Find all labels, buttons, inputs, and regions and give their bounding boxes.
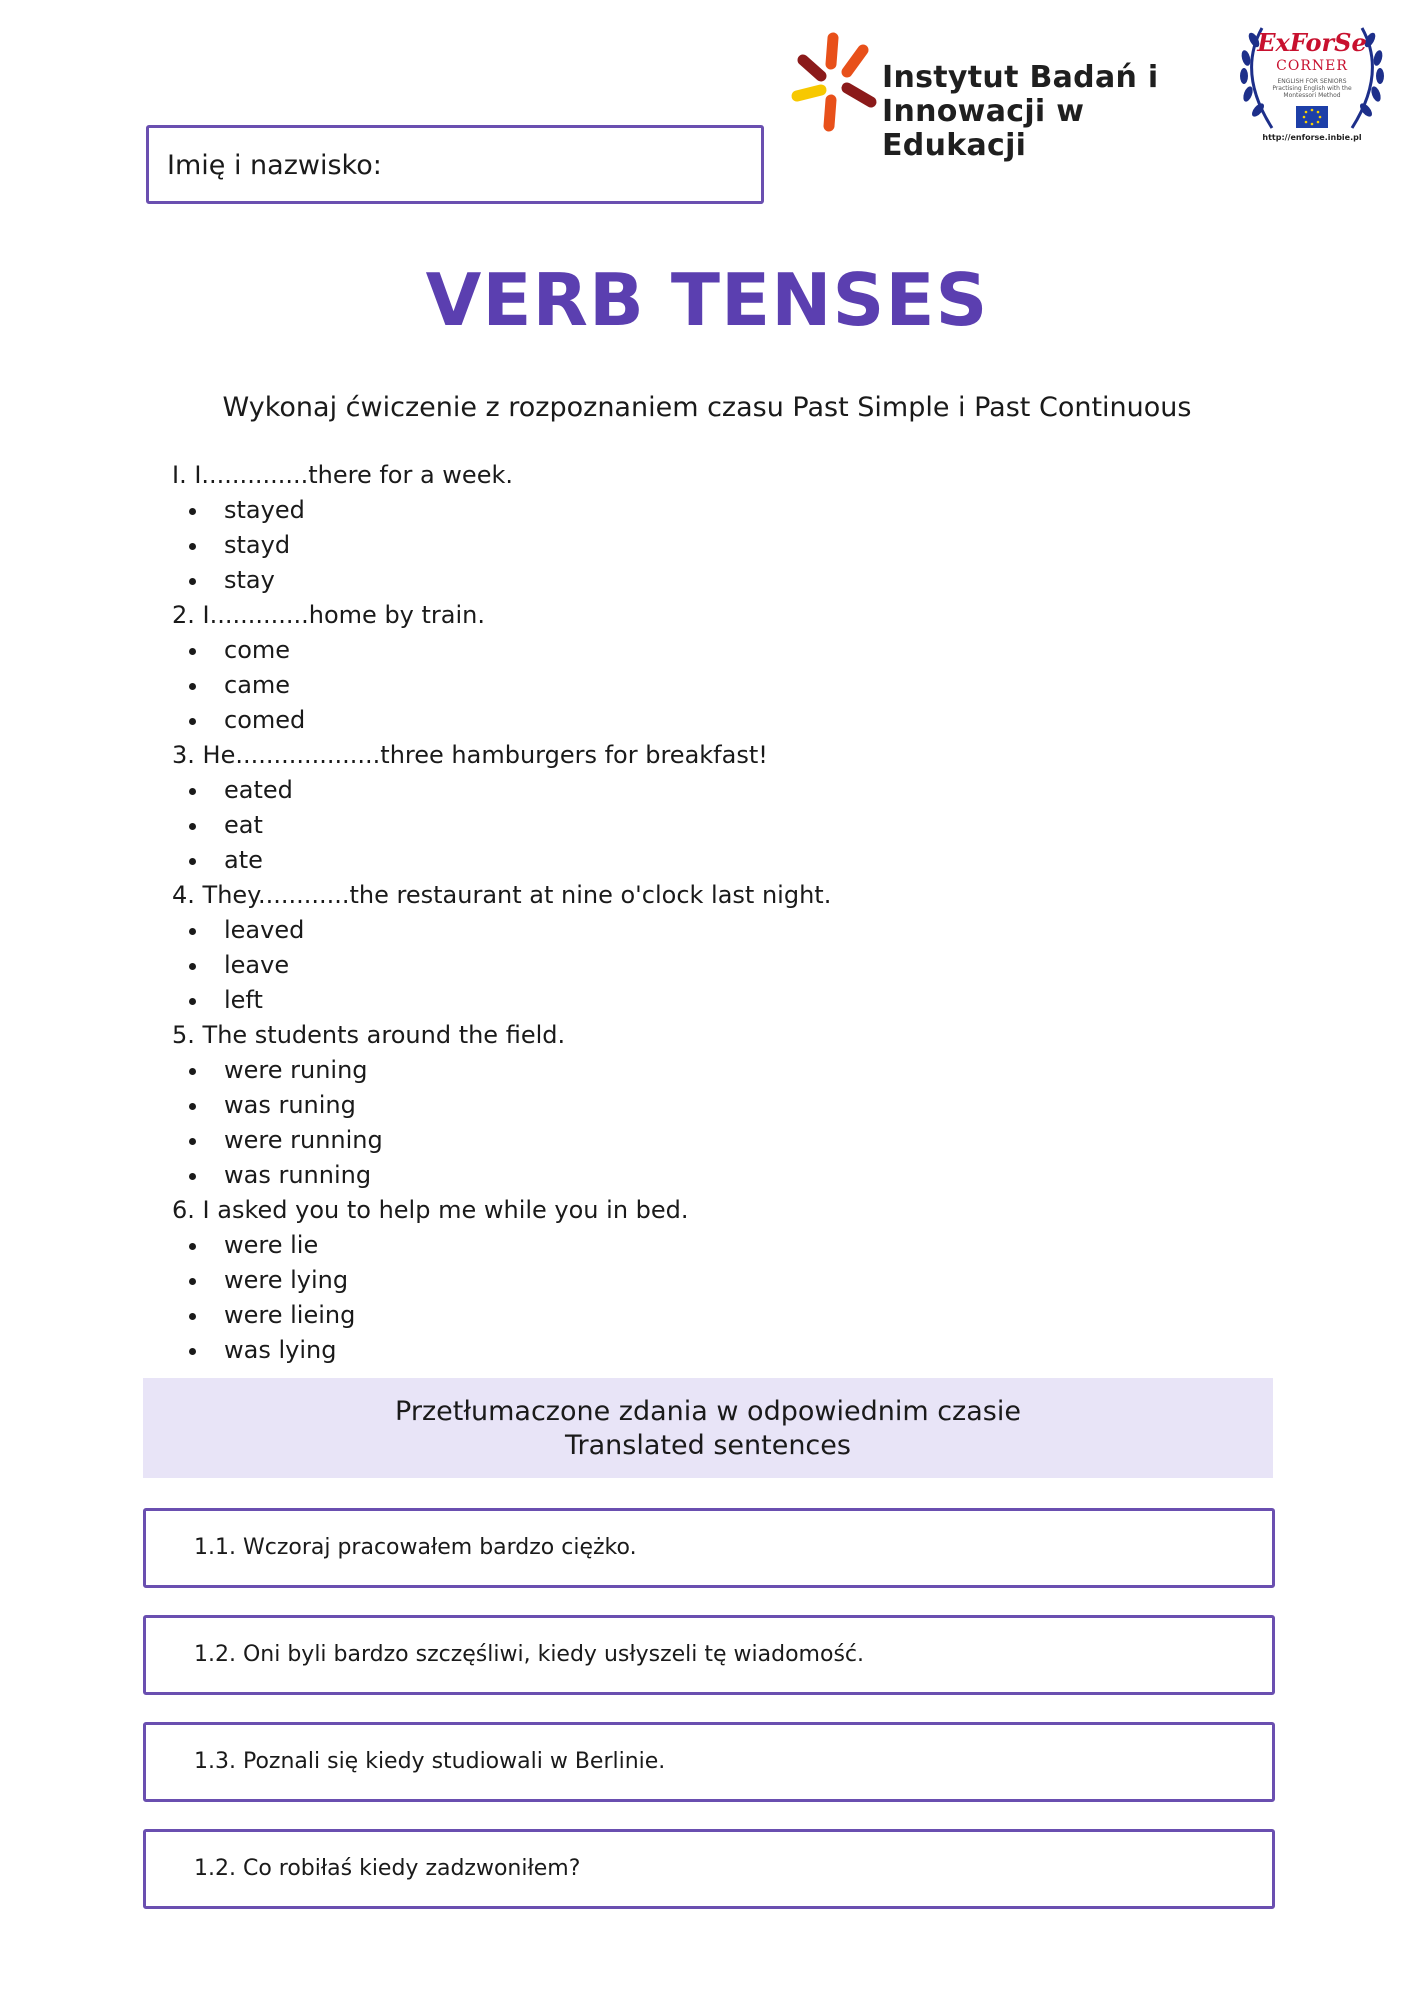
page-title: VERB TENSES (425, 258, 989, 342)
answer-option-label: eat (224, 811, 263, 839)
answer-option-label: were running (224, 1126, 383, 1154)
answer-option-label: were lie (224, 1231, 319, 1259)
answer-option[interactable] (172, 1123, 1072, 1158)
bullet-icon (189, 1313, 196, 1320)
bullet-icon (189, 1068, 196, 1075)
institute-name-line2: Innowacji w Edukacji (882, 94, 1085, 163)
project-logo-tagline: ENGLISH FOR SENIORS Practising English with the Montessori Method (1272, 78, 1352, 99)
bullet-icon (189, 648, 196, 655)
answer-option-label: was runing (224, 1091, 356, 1119)
bullet-icon (189, 998, 196, 1005)
institute-logo (785, 28, 1205, 163)
answer-option[interactable] (172, 493, 1072, 528)
answer-option-label: ate (224, 846, 263, 874)
bullet-icon (189, 1348, 196, 1355)
question-prompt: 6. I asked you to help me while you in bed. (172, 1196, 689, 1224)
project-logo-title: ExForSe (1257, 28, 1367, 57)
project-logo (1232, 18, 1392, 148)
sentence-text: 1.1. Wczoraj pracowałem bardzo ciężko. (194, 1535, 637, 1560)
question-prompt: I. I..............there for a week. (172, 461, 513, 489)
answer-option-label: left (224, 986, 263, 1014)
question-prompt: 2. I.............home by train. (172, 601, 486, 629)
translations-header-line2: Translated sentences (565, 1430, 851, 1461)
question-list (172, 458, 1072, 1368)
answer-option-label: came (224, 671, 291, 699)
answer-option-label: come (224, 636, 291, 664)
answer-option[interactable] (172, 633, 1072, 668)
answer-option[interactable] (172, 1263, 1072, 1298)
sentence-box[interactable] (143, 1615, 1275, 1695)
name-field[interactable] (146, 125, 764, 204)
bullet-icon (189, 683, 196, 690)
bullet-icon (189, 1278, 196, 1285)
answer-option-label: stayed (224, 496, 305, 524)
translations-header-line1: Przetłumaczone zdania w odpowiednim czasie (395, 1396, 1021, 1427)
bullet-icon (189, 928, 196, 935)
bullet-icon (189, 508, 196, 515)
answer-option[interactable] (172, 1333, 1072, 1368)
instructions: Wykonaj ćwiczenie z rozpoznaniem czasu Past Simple i Past Continuous (222, 392, 1192, 423)
answer-option-label: comed (224, 706, 306, 734)
bullet-icon (189, 1138, 196, 1145)
translations-header (143, 1378, 1273, 1478)
sentence-box[interactable] (143, 1722, 1275, 1802)
answer-option[interactable] (172, 1228, 1072, 1263)
sentence-text: 1.2. Co robiłaś kiedy zadzwoniłem? (194, 1856, 581, 1881)
answer-option[interactable] (172, 1158, 1072, 1193)
bullet-icon (189, 963, 196, 970)
answer-option[interactable] (172, 843, 1072, 878)
answer-option-label: were runing (224, 1056, 368, 1084)
bullet-icon (189, 578, 196, 585)
answer-option[interactable] (172, 1088, 1072, 1123)
answer-option[interactable] (172, 528, 1072, 563)
bullet-icon (189, 788, 196, 795)
answer-option-label: leaved (224, 916, 305, 944)
institute-name-line1: Instytut Badań i (882, 60, 1159, 95)
question-prompt: 5. The students around the field. (172, 1021, 566, 1049)
answer-option[interactable] (172, 668, 1072, 703)
answer-option-label: was lying (224, 1336, 337, 1364)
answer-option[interactable] (172, 703, 1072, 738)
project-logo-subtitle: CORNER (1276, 58, 1348, 74)
name-field-label: Imię i nazwisko: (167, 150, 382, 181)
bullet-icon (189, 823, 196, 830)
answer-option[interactable] (172, 773, 1072, 808)
question-prompt: 3. He...................three hamburgers for breakfast! (172, 741, 768, 769)
answer-option[interactable] (172, 983, 1072, 1018)
answer-option-label: was running (224, 1161, 372, 1189)
sentence-box[interactable] (143, 1508, 1275, 1588)
answer-option-label: were lieing (224, 1301, 356, 1329)
answer-option[interactable] (172, 1053, 1072, 1088)
sentence-text: 1.3. Poznali się kiedy studiowali w Berlinie. (194, 1749, 666, 1774)
answer-option-label: eated (224, 776, 293, 804)
answer-option-label: stay (224, 566, 275, 594)
answer-option-label: leave (224, 951, 290, 979)
project-logo-url: http://enforse.inbie.pl (1262, 133, 1362, 142)
answer-option[interactable] (172, 563, 1072, 598)
sentence-box[interactable] (143, 1829, 1275, 1909)
answer-option[interactable] (172, 1298, 1072, 1333)
bullet-icon (189, 1173, 196, 1180)
bullet-icon (189, 1243, 196, 1250)
answer-option[interactable] (172, 948, 1072, 983)
question-prompt: 4. They............the restaurant at nine o'clock last night. (172, 881, 832, 909)
bullet-icon (189, 1103, 196, 1110)
institute-logo-mark-icon (785, 28, 895, 138)
bullet-icon (189, 718, 196, 725)
sentence-text: 1.2. Oni byli bardzo szczęśliwi, kiedy usłyszeli tę wiadomość. (194, 1642, 864, 1667)
bullet-icon (189, 543, 196, 550)
answer-option-label: were lying (224, 1266, 349, 1294)
answer-option[interactable] (172, 913, 1072, 948)
bullet-icon (189, 858, 196, 865)
answer-option[interactable] (172, 808, 1072, 843)
answer-option-label: stayd (224, 531, 291, 559)
